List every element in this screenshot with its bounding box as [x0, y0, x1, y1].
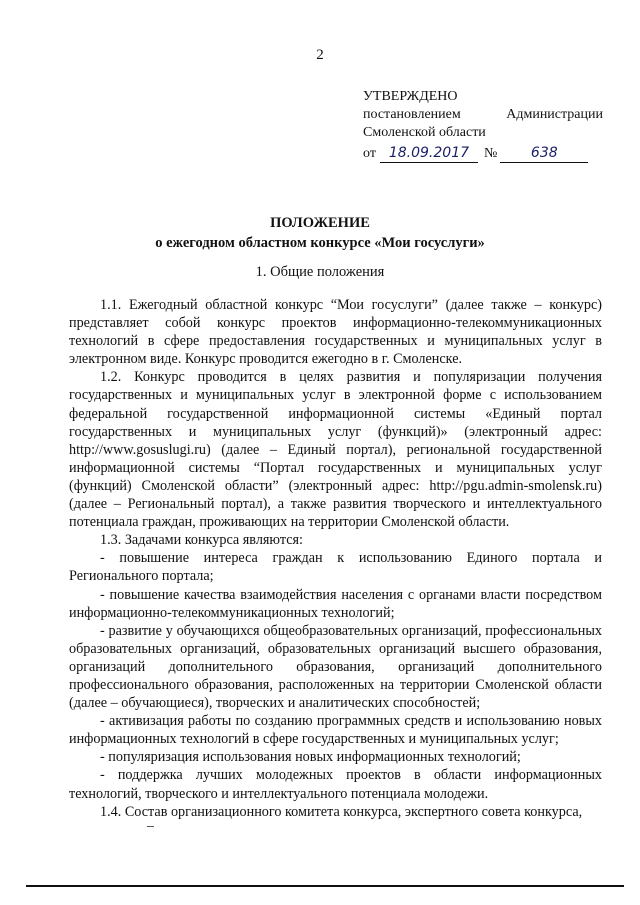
- task-item: - популяризация использования новых информационных технологий;: [100, 749, 521, 766]
- task-item: - развитие у обучающихся общеобразовательных организаций, профессиональных образовательных организаций, образовательных организаций высшего образования, организаций дополнительного образования, организаций дополнительного профессионального образования, расположенных на территории Смоленской области (далее – обучающиеся), творческих и аналитических способностей;: [69, 622, 602, 712]
- task-item: - активизация работы по созданию программных средств и использованию новых информационных технологий в сфере государственных и муниципальных услуг;: [69, 713, 602, 748]
- handwritten-number: 638: [500, 144, 588, 163]
- from-label: от: [363, 146, 376, 161]
- paragraph-1-4: 1.4. Состав организационного комитета конкурса, экспертного совета конкурса,: [100, 803, 583, 820]
- approval-line: [363, 106, 603, 124]
- paragraph-1-2: 1.2. Конкурс проводится в целях развития и популяризации получения государственных и муниципальных услуг в электронной форме с использованием федеральной государственной информационной системы «Единый портал государственных и муниципальных услуг (функций)» (электронный адрес: http://www.gosuslugi.ru) (далее – Единый портал), региональной государственной информационной системы “Портал государственных и муниципальных услуг (функций) Смоленской области” (электронный адрес: http://pgu.admin-smolensk.ru) (далее – Региональный портал), а также развития творческого и интеллектуального потенциала граждан, проживающих на территории Смоленской области.: [69, 369, 602, 531]
- approval-heading: УТВЕРЖДЕНО: [363, 89, 458, 104]
- paragraph-1-3: 1.3. Задачами конкурса являются:: [100, 532, 303, 549]
- document-body: [69, 296, 602, 821]
- approval-block: [363, 88, 603, 163]
- approval-line-left: постановлением: [363, 107, 461, 122]
- scan-mark: [147, 826, 154, 827]
- approval-signature-line: [363, 144, 603, 163]
- title-line-1: ПОЛОЖЕНИЕ: [270, 215, 370, 231]
- title-line-2: о ежегодном областном конкурсе «Мои госуслуги»: [155, 235, 485, 251]
- page-number: 2: [316, 47, 324, 63]
- paragraph-1-1: 1.1. Ежегодный областной конкурс “Мои госуслуги” (далее также – конкурс) представляет собой конкурс проектов информационно-телекоммуникационных технологий в сфере предоставления государственных и муниципальных услуг в электронном виде. Конкурс проводится ежегодно в г. Смоленске.: [69, 297, 602, 368]
- task-item: - поддержка лучших молодежных проектов в области информационных технологий, творческого и интеллектуального потенциала молодежи.: [69, 767, 602, 802]
- task-item: - повышение качества взаимодействия населения с органами власти посредством информационно-телекоммуникационных технологий;: [69, 586, 602, 621]
- bottom-rule: [26, 885, 624, 887]
- section-heading: 1. Общие положения: [255, 264, 385, 280]
- task-item: - повышение интереса граждан к использованию Единого портала и Регионального портала;: [69, 550, 602, 585]
- number-label: №: [483, 146, 498, 161]
- approval-line-right: Администрации: [506, 107, 603, 122]
- approval-region: Смоленской области: [363, 125, 486, 140]
- handwritten-date: 18.09.2017: [380, 144, 478, 163]
- document-title: [0, 213, 640, 253]
